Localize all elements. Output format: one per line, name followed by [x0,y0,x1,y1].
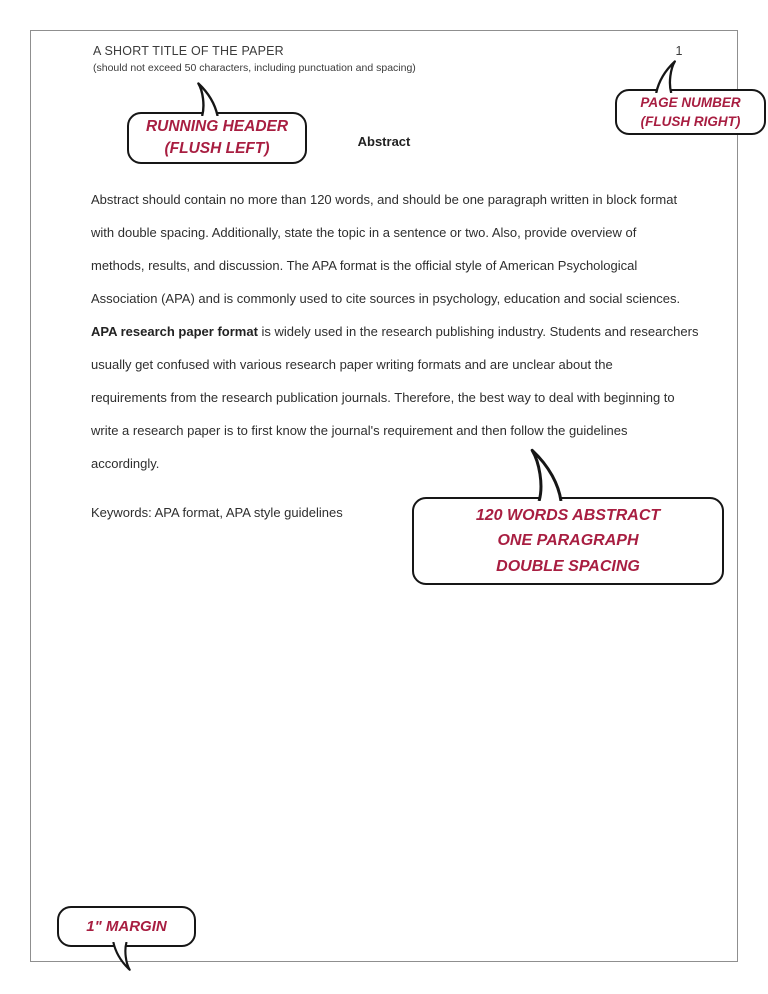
callout-tail-up-icon [528,448,564,501]
callout-page-number-line1: PAGE NUMBER [640,95,741,110]
abstract-line [91,414,711,447]
abstract-paragraph [91,183,711,480]
abstract-line [91,315,711,348]
abstract-line [91,183,711,216]
keywords-line: Keywords: APA format, APA style guidelines [91,505,343,520]
callout-abstract-info-line1: 120 WORDS ABSTRACT [475,506,661,524]
abstract-line-text: Association (APA) and is commonly used to cite sources in psychology, education and social sciences. [91,291,681,306]
callout-page-number [615,89,766,135]
abstract-line [91,381,711,414]
abstract-line-text: accordingly. [91,456,160,471]
paper-page [30,30,741,962]
callout-page-number-line2: (FLUSH RIGHT) [640,114,741,129]
abstract-line [91,282,711,315]
callout-running-header-line1: RUNNING HEADER [145,118,289,135]
callout-margin [57,906,196,947]
abstract-line-text: Abstract should contain no more than 120 words, and should be one paragraph written in block format [91,192,678,207]
abstract-line-text: is widely used in the research publishing industry. Students and researchers [257,324,699,339]
callout-margin-line1: 1" MARGIN [86,917,167,935]
abstract-line [91,447,711,480]
callout-tail-up-icon [194,82,222,116]
callout-tail-down-icon [108,942,135,971]
abstract-line-text: with double spacing. Additionally, state the topic in a sentence or two. Also, provide overview of [91,225,637,240]
abstract-line [91,249,711,282]
callout-running-header-line2: (FLUSH LEFT) [164,140,270,157]
abstract-line-text: write a research paper is to first know the journal's requirement and then follow the guidelines [91,423,628,438]
abstract-line [91,348,711,381]
section-title: Abstract [357,134,411,149]
callout-tail-up-icon [652,60,679,93]
callout-abstract-info-line2: ONE PARAGRAPH [497,532,639,550]
abstract-line-bold: APA research paper format [91,324,258,339]
callout-abstract-info [412,497,724,585]
running-header-note: (should not exceed 50 characters, including punctuation and spacing) [93,62,416,74]
abstract-line [91,216,711,249]
callout-abstract-info-line3: DOUBLE SPACING [496,557,640,575]
running-header-title: A SHORT TITLE OF THE PAPER [93,44,284,58]
abstract-line-text: requirements from the research publication journals. Therefore, the best way to deal with beginning to [91,390,675,405]
page-number: 1 [675,44,683,58]
abstract-line-text: usually get confused with various research paper writing formats and are unclear about the [91,357,613,372]
abstract-line-text: methods, results, and discussion. The APA format is the official style of American Psychological [91,258,638,273]
callout-running-header [127,112,307,164]
